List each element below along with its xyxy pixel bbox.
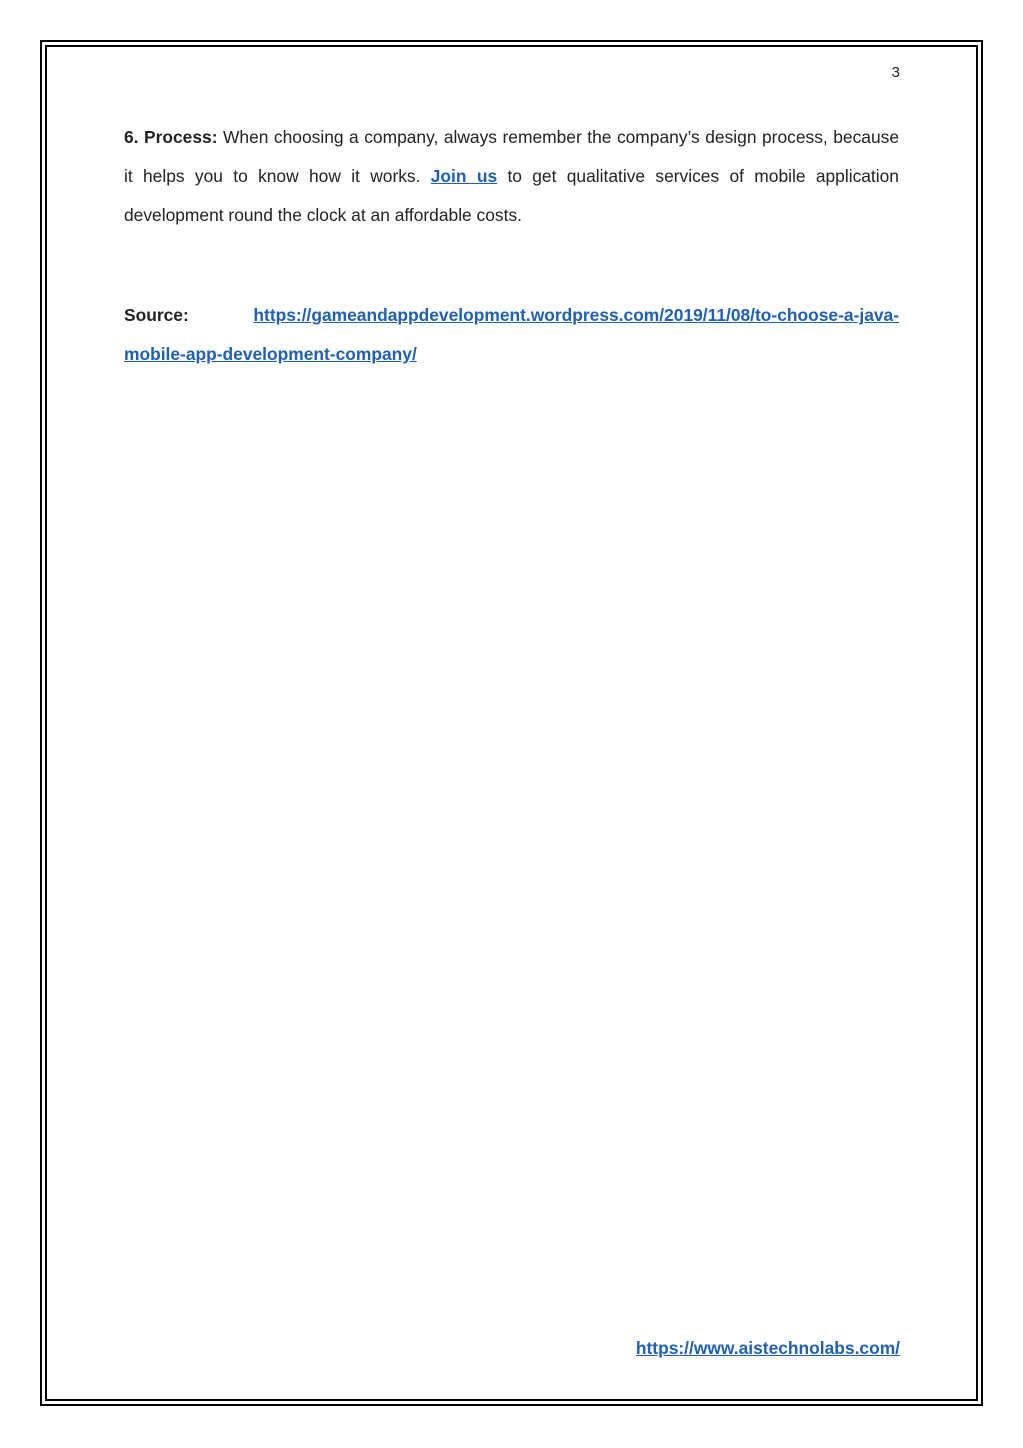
process-paragraph [124, 118, 899, 235]
process-heading: 6. Process: [124, 127, 218, 147]
page-border-inner [45, 45, 978, 1401]
source-line [124, 296, 899, 374]
page-number: 3 [891, 64, 900, 81]
source-url-link[interactable]: https://gameandappdevelopment.wordpress.com/2019/11/08/to-choose-a-java-mobile-app-development-company/ [124, 305, 899, 364]
footer-website-link[interactable]: https://www.aistechnolabs.com/ [635, 1338, 900, 1358]
process-text-after-link: to get qualitative services of mobile application development round the clock at an affordable costs. [124, 166, 899, 225]
process-text-before-link: When choosing a company, always remember the company’s design process, because it helps you to know how it works. [124, 127, 899, 186]
source-label: Source: [124, 305, 189, 325]
join-us-link[interactable]: Join us [430, 166, 498, 186]
